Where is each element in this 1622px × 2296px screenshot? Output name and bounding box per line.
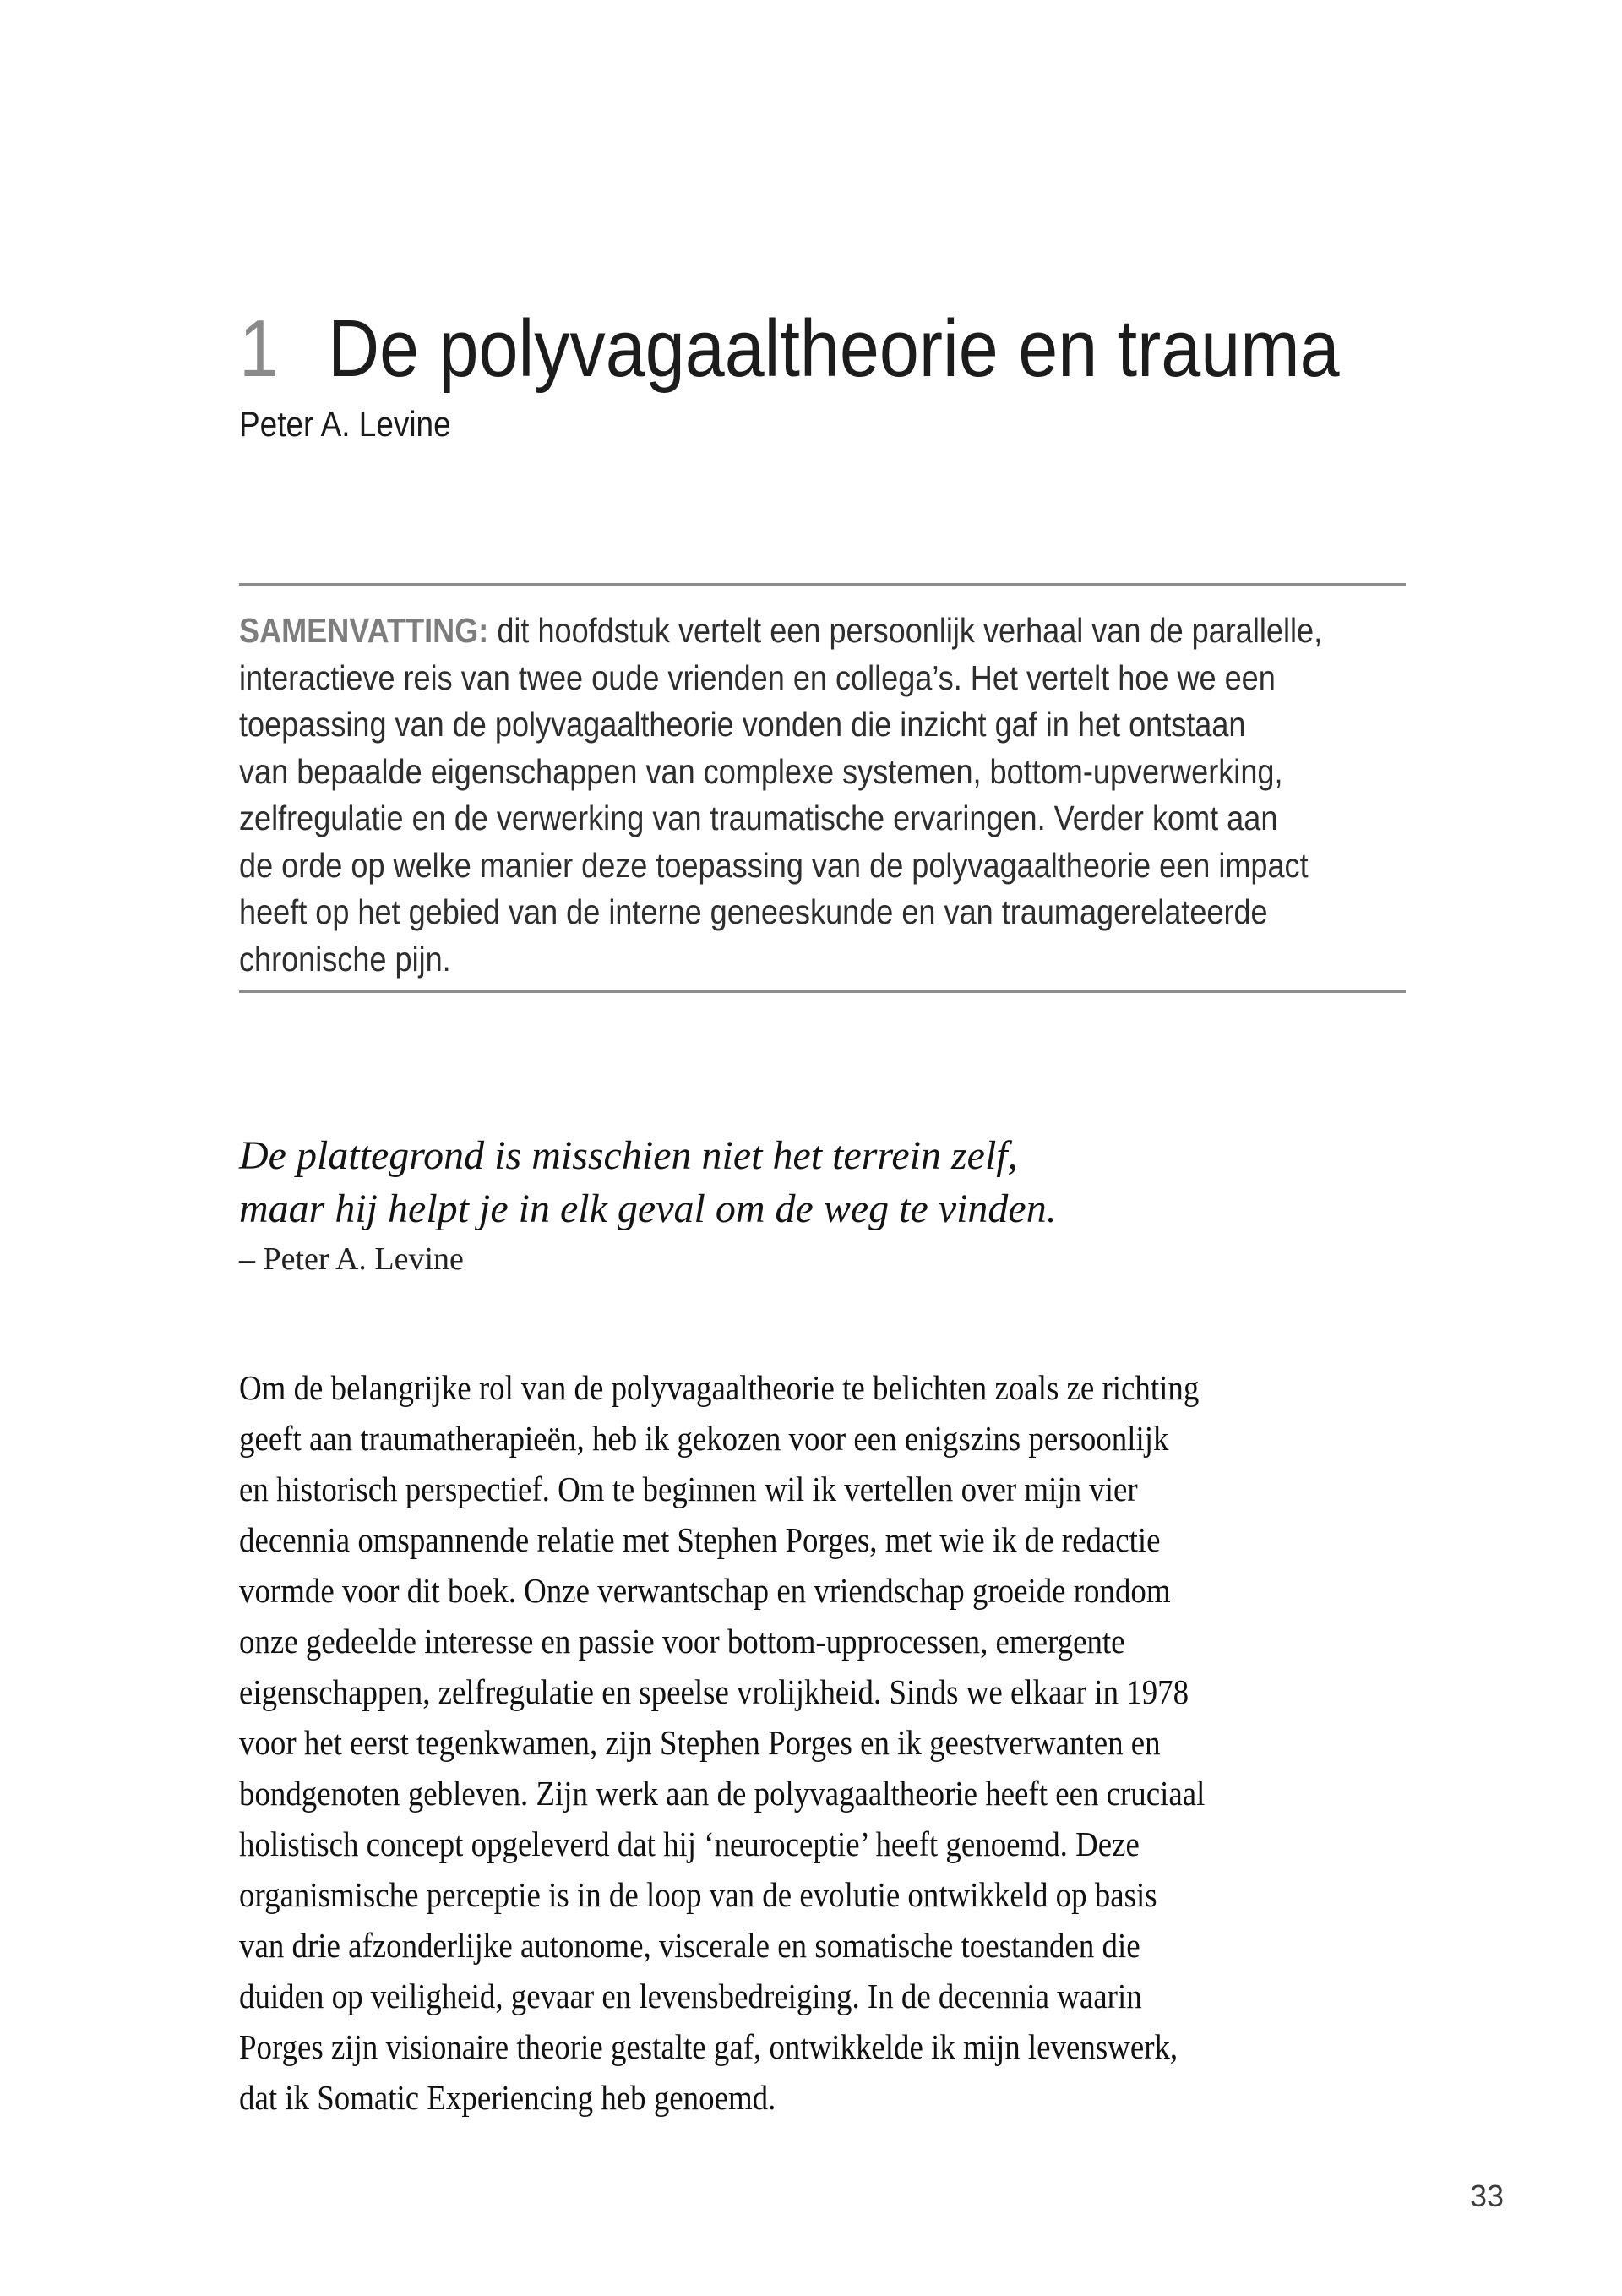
text-line: duiden op veiligheid, gevaar en levensbedreiging. In de decennia waarin: [239, 1977, 1142, 2015]
text-line: decennia omspannende relatie met Stephen Porges, met wie ik de redactie: [239, 1520, 1161, 1559]
text-line: zelfregulatie en de verwerking van traumatische ervaringen. Verder komt aan: [239, 799, 1278, 837]
text-line: De plattegrond is misschien niet het terrein zelf,: [239, 1133, 1018, 1178]
summary-top-rule: [239, 583, 1406, 586]
text-line: heeft op het gebied van de interne geneeskunde en van traumagerelateerde: [239, 892, 1268, 931]
text-line: en historisch perspectief. Om te beginnen wil ik vertellen over mijn vier: [239, 1470, 1138, 1508]
summary-first-line: [239, 608, 1322, 655]
summary-block: [239, 608, 1322, 983]
text-line: geeft aan traumatherapieën, heb ik gekozen voor een enigszins persoonlijk: [239, 1419, 1169, 1458]
text-line: Om de belangrijke rol van de polyvagaaltheorie te belichten zoals ze richting: [239, 1368, 1200, 1407]
chapter-number: 1: [239, 303, 279, 395]
text-line: van bepaalde eigenschappen van complexe systemen, bottom-upverwerking,: [239, 751, 1283, 791]
text-line: interactieve reis van twee oude vrienden en collega’s. Het vertelt hoe we een: [239, 657, 1276, 697]
summary-bottom-rule: [239, 990, 1406, 993]
text-line: van drie afzonderlijke autonome, viscerale en somatische toestanden die: [239, 1926, 1140, 1965]
text-line: de orde op welke manier deze toepassing van de polyvagaaltheorie een impact: [239, 845, 1309, 885]
text-line: voor het eerst tegenkwamen, zijn Stephen Porges en ik geestverwanten en: [239, 1723, 1161, 1762]
text-line: bondgenoten gebleven. Zijn werk aan de polyvagaaltheorie heeft een cruciaal: [239, 1774, 1206, 1813]
text-line: holistisch concept opgeleverd dat hij ‘neuroceptie’ heeft genoemd. Deze: [239, 1824, 1140, 1863]
text-line: onze gedeelde interesse en passie voor bottom-upprocessen, emergente: [239, 1622, 1125, 1661]
summary-first-line-text: dit hoofdstuk vertelt een persoonlijk verhaal van de parallelle,: [497, 611, 1323, 650]
chapter-title: [239, 304, 1340, 394]
text-line: vormde voor dit boek. Onze verwantschap en vriendschap groeide rondom: [239, 1571, 1171, 1610]
summary-label: SAMENVATTING:: [239, 611, 489, 650]
text-line: chronische pijn.: [239, 939, 451, 979]
text-line: toepassing van de polyvagaaltheorie vonden die inzicht gaf in het ontstaan: [239, 705, 1246, 744]
text-line: maar hij helpt je in elk geval om de weg te vinden.: [239, 1186, 1057, 1231]
epigraph-quote: [239, 1129, 1057, 1235]
text-line: Porges zijn visionaire theorie gestalte gaf, ontwikkelde ik mijn levenswerk,: [239, 2027, 1178, 2066]
chapter-title-text: De polyvagaaltheorie en trauma: [328, 303, 1340, 395]
page-number: 33: [1469, 2179, 1504, 2213]
text-line: organismische perceptie is in de loop van de evolutie ontwikkeld op basis: [239, 1875, 1157, 1914]
quote-attribution: – Peter A. Levine: [239, 1241, 464, 1277]
text-line: dat ik Somatic Experiencing heb genoemd.: [239, 2078, 776, 2117]
summary-lines: [239, 655, 1322, 984]
text-line: eigenschappen, zelfregulatie en speelse vrolijkheid. Sinds we elkaar in 1978: [239, 1672, 1189, 1711]
body-paragraph: [239, 1362, 1205, 2123]
author-name: Peter A. Levine: [239, 404, 451, 444]
